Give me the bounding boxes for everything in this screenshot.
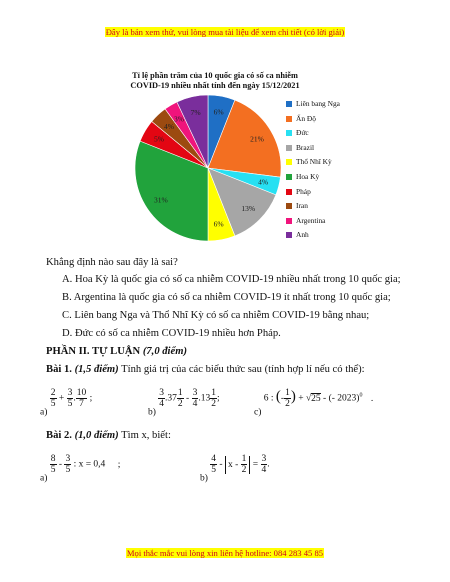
option-d: D. Đức có số ca nhiễm COVID-19 nhiều hơn Pháp. — [62, 328, 281, 339]
legend-label: Pháp — [296, 186, 311, 196]
operator: . — [73, 393, 76, 404]
legend-item-4 — [286, 157, 340, 172]
fraction: $\frac{1}{2}$ — [211, 388, 216, 409]
exercise2-text: Tìm x, biết: — [118, 430, 171, 441]
fraction: $\frac{1}{2}$ — [241, 454, 247, 475]
fraction: $\frac{4}{5}$ — [211, 454, 217, 475]
legend-swatch — [286, 101, 292, 107]
part2-heading — [46, 345, 187, 358]
punctuation: ; — [89, 393, 93, 404]
exercise1-a-label: a) — [40, 407, 48, 418]
legend-item-2 — [286, 128, 340, 143]
legend-item-5 — [286, 172, 340, 187]
fraction: $\frac{10}{7}$ — [76, 388, 87, 409]
legend-item-9 — [286, 230, 340, 245]
legend-label: Ấn Độ — [296, 113, 316, 123]
legend-label: Anh — [296, 230, 309, 240]
number: .37 — [165, 393, 177, 404]
fraction: $\frac{3}{4}$ — [192, 388, 198, 409]
bottom-hotline-banner — [0, 548, 450, 558]
exercise2-a-label: a) — [40, 473, 48, 484]
punctuation: ; — [117, 459, 121, 470]
option-a: A. Hoa Kỳ là quốc gia có số ca nhiễm COVID-19 nhiều nhất trong 10 quốc gia; — [62, 274, 401, 285]
pie-data-label-6: 5% — [153, 134, 164, 144]
abs-inner: x - — [227, 459, 239, 470]
pie-data-label-2: 4% — [258, 177, 269, 187]
operator: - — [280, 393, 285, 404]
fraction: $\frac{3}{5}$ — [65, 454, 71, 475]
chart-title-line2: COVID-19 nhiều nhất tính đến ngày 15/12/2021 — [130, 81, 300, 90]
fraction: $\frac{8}{5}$ — [50, 454, 56, 475]
absolute-value — [225, 456, 250, 474]
legend-swatch — [286, 130, 292, 136]
exercise2-points: (1,0 điểm) — [74, 430, 119, 441]
legend-swatch — [286, 116, 292, 122]
paren: ) — [290, 388, 296, 405]
pie-data-label-1: 21% — [250, 134, 264, 144]
pie-data-label-9: 7% — [190, 107, 201, 117]
fraction: $\frac{3}{4}$ — [261, 454, 267, 475]
legend-item-3 — [286, 143, 340, 158]
legend-label: Hoa Kỳ — [296, 171, 320, 181]
exercise1-label: Bài 1. — [46, 364, 72, 375]
punctuation: . — [267, 459, 270, 470]
exercise1-b-label: b) — [148, 407, 156, 418]
option-c: C. Liên bang Nga và Thổ Nhĩ Kỳ có số ca nhiễm COVID-19 bằng nhau; — [62, 310, 370, 321]
legend-label: Iran — [296, 201, 308, 211]
legend-item-6 — [286, 187, 340, 202]
chart-legend — [286, 99, 340, 245]
exercise1-c — [254, 388, 373, 418]
operator: - — [219, 459, 223, 470]
power-base: (- 2023) — [328, 393, 360, 404]
pie-data-label-8: 3% — [174, 114, 185, 124]
operator: - — [58, 459, 63, 470]
legend-swatch — [286, 174, 292, 180]
legend-swatch — [286, 232, 292, 238]
legend-item-7 — [286, 201, 340, 216]
legend-label: Đức — [296, 128, 309, 138]
exercise2-label: Bài 2. — [46, 430, 72, 441]
legend-swatch — [286, 159, 292, 165]
pie-data-label-7: 4% — [164, 121, 175, 131]
top-banner-text: Đây là bản xem thử, vui lòng mua tài liệu để xem chi tiết (có lời giải) — [105, 27, 345, 37]
legend-item-1 — [286, 114, 340, 129]
operator: - — [323, 393, 327, 404]
exercise1-c-label: c) — [254, 407, 262, 418]
pie-data-label-0: 6% — [213, 107, 224, 117]
exercise1-points: (1,5 điểm) — [74, 364, 119, 375]
legend-swatch — [286, 145, 292, 151]
operator: + — [58, 393, 65, 404]
legend-item-8 — [286, 216, 340, 231]
exercise2-heading — [46, 429, 171, 442]
exponent: 0 — [359, 392, 363, 399]
fraction: $\frac{3}{5}$ — [67, 388, 73, 409]
punctuation: . — [370, 393, 374, 404]
legend-item-0 — [286, 99, 340, 114]
legend-swatch — [286, 218, 292, 224]
number: 6 : — [263, 393, 274, 404]
operator: + — [298, 393, 304, 404]
legend-label: Thổ Nhĩ Kỳ — [296, 157, 332, 167]
option-b: B. Argentina là quốc gia có số ca nhiễm COVID-19 ít nhất trong 10 quốc gia; — [62, 292, 391, 303]
pie-data-label-4: 6% — [213, 219, 224, 229]
exercise1-heading — [46, 363, 365, 376]
legend-label: Liên bang Nga — [296, 99, 340, 108]
pie-data-label-3: 13% — [241, 203, 256, 213]
legend-swatch — [286, 189, 292, 195]
chart-title-line1: Tỉ lệ phần trăm của 10 quốc gia có số ca nhiễm — [132, 71, 298, 80]
sqrt-radicand: 25 — [311, 393, 321, 404]
punctuation: ; — [216, 393, 220, 404]
fraction: $\frac{1}{2}$ — [285, 388, 290, 409]
fraction: $\frac{2}{5}$ — [50, 388, 56, 409]
pie-chart — [0, 0, 450, 260]
exercise1-a — [40, 388, 92, 418]
exercise1-text: Tính giá trị của các biểu thức sau (tính hợp lí nếu có thể): — [118, 364, 365, 375]
equation-rest: : x = 0,4 — [73, 459, 106, 470]
exercise1-b — [148, 388, 220, 418]
pie-data-label-5: 31% — [154, 195, 168, 205]
fraction: $\frac{3}{4}$ — [159, 388, 165, 409]
exercise2-a — [40, 454, 120, 484]
operator: - — [186, 393, 190, 404]
sqrt-expression: √25 — [305, 393, 321, 404]
legend-label: Brazil — [296, 142, 315, 152]
exercise2-b — [200, 454, 270, 484]
part2-points: (7,0 điểm) — [142, 346, 187, 357]
paren: ( — [275, 388, 281, 405]
fraction: $\frac{1}{2}$ — [177, 388, 183, 409]
question-prompt: Khẳng định nào sau đây là sai? — [46, 257, 178, 268]
operator: = — [252, 459, 259, 470]
legend-swatch — [286, 203, 292, 209]
part2-title: PHẦN II. TỰ LUẬN — [46, 346, 141, 357]
exercise2-b-label: b) — [200, 473, 208, 484]
bottom-banner-text: Mọi thắc mắc vui lòng xin liên hệ hotline: 084 283 45 85 — [126, 548, 324, 558]
number: .13 — [198, 393, 211, 404]
legend-label: Argentina — [296, 215, 326, 225]
